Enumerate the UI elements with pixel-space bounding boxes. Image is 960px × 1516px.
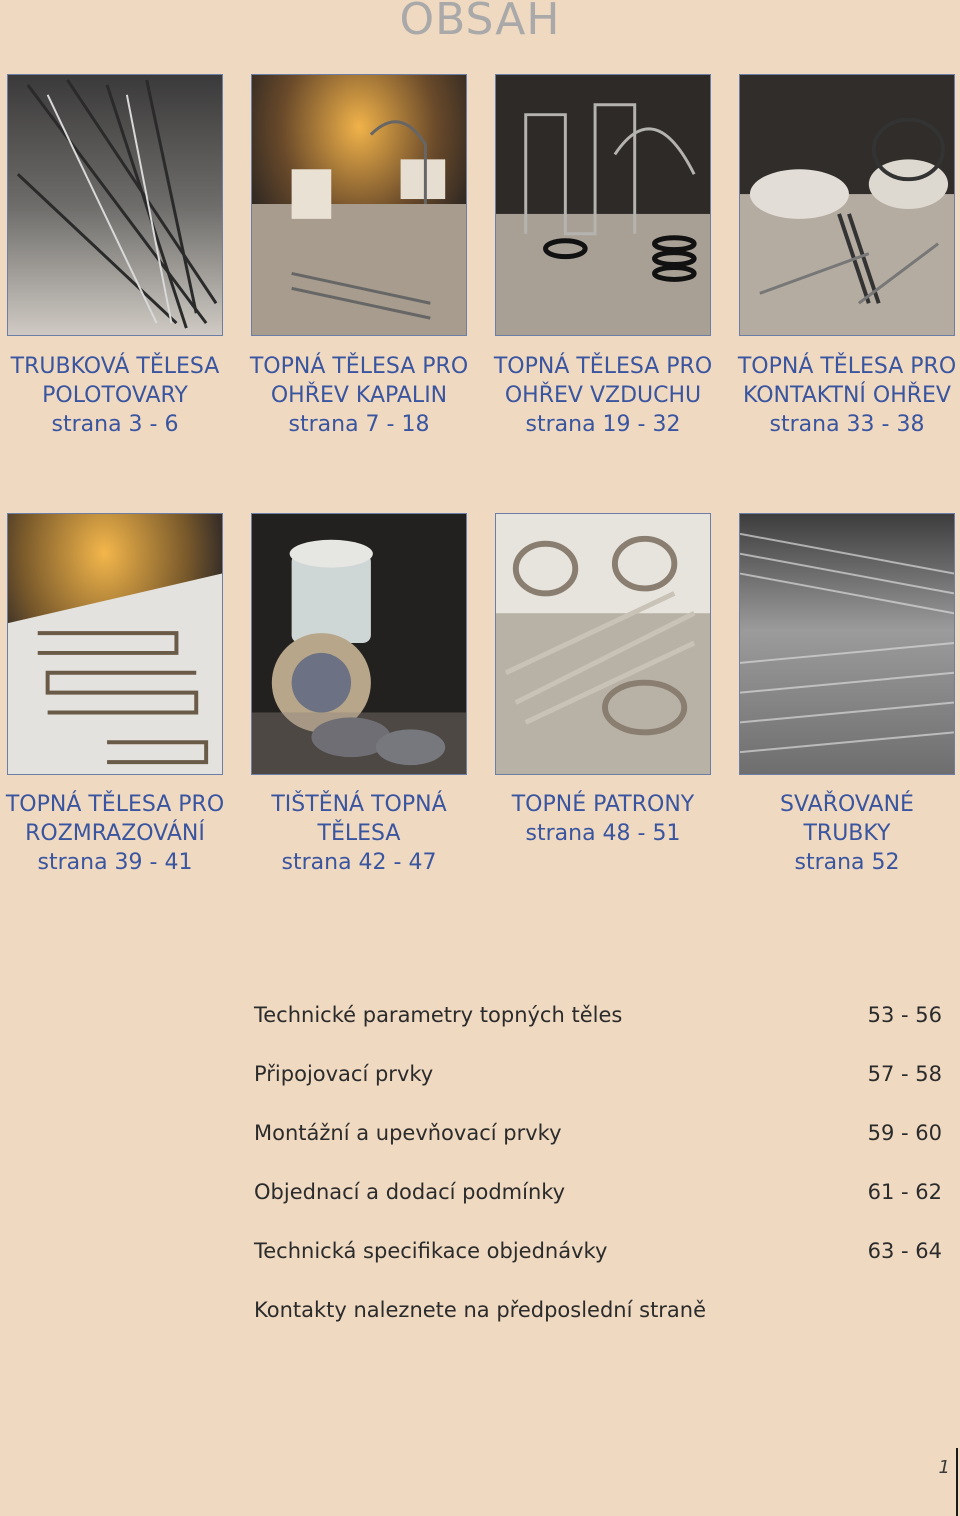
section-caption xyxy=(244,790,474,877)
toc-row xyxy=(254,1059,942,1118)
photo-air-heaters xyxy=(495,74,711,336)
section-caption xyxy=(488,790,718,848)
caption-pages: strana 48 - 51 xyxy=(525,821,681,846)
caption-line: TOPNÉ PATRONY xyxy=(511,792,695,817)
caption-line: SVAŘOVANÉ xyxy=(780,792,914,817)
caption-pages: strana 19 - 32 xyxy=(525,412,681,437)
toc-row xyxy=(254,1000,942,1059)
photo-contact-heaters xyxy=(739,74,955,336)
photo-cartridge-heaters xyxy=(495,513,711,775)
section-caption xyxy=(0,352,230,439)
caption-pages: strana 7 - 18 xyxy=(288,412,430,437)
page-number: 1 xyxy=(938,1457,950,1478)
toc-pages: 57 - 58 xyxy=(867,1062,942,1086)
section-caption xyxy=(244,352,474,439)
toc-list xyxy=(254,1000,942,1325)
toc-row xyxy=(254,1118,942,1177)
caption-line: TRUBKY xyxy=(803,821,891,846)
toc-label: Montážní a upevňovací prvky xyxy=(254,1121,562,1145)
toc-label: Technické parametry topných těles xyxy=(254,1003,623,1027)
caption-line: OHŘEV VZDUCHU xyxy=(504,383,702,408)
section-caption xyxy=(0,790,230,877)
caption-line: ROZMRAZOVÁNÍ xyxy=(25,821,205,846)
photo-defrost-heaters xyxy=(7,513,223,775)
caption-pages: strana 52 xyxy=(794,850,900,875)
caption-line: TOPNÁ TĚLESA PRO xyxy=(249,354,469,379)
caption-line: TOPNÁ TĚLESA PRO xyxy=(493,354,713,379)
photo-tubular-heaters xyxy=(7,74,223,336)
toc-pages: 63 - 64 xyxy=(867,1239,942,1263)
photo-printed-heaters xyxy=(251,513,467,775)
caption-line: TOPNÁ TĚLESA PRO xyxy=(5,792,225,817)
caption-line: POLOTOVARY xyxy=(42,383,188,408)
caption-line: TĚLESA xyxy=(317,821,401,846)
toc-label: Připojovací prvky xyxy=(254,1062,434,1086)
caption-pages: strana 39 - 41 xyxy=(37,850,193,875)
toc-row xyxy=(254,1236,942,1295)
photo-liquid-heaters xyxy=(251,74,467,336)
page-edge-bar xyxy=(956,1448,958,1516)
section-caption xyxy=(732,790,960,877)
photo-welded-tubes xyxy=(739,513,955,775)
toc-label: Objednací a dodací podmínky xyxy=(254,1180,566,1204)
caption-pages: strana 33 - 38 xyxy=(769,412,925,437)
caption-pages: strana 42 - 47 xyxy=(281,850,437,875)
caption-line: KONTAKTNÍ OHŘEV xyxy=(743,383,951,408)
toc-pages: 53 - 56 xyxy=(867,1003,942,1027)
section-caption xyxy=(488,352,718,439)
caption-line: TOPNÁ TĚLESA PRO xyxy=(737,354,957,379)
caption-line: TIŠTĚNÁ TOPNÁ xyxy=(271,792,447,817)
toc-pages: 61 - 62 xyxy=(867,1180,942,1204)
contacts-note: Kontakty naleznete na předposlední straně xyxy=(254,1298,707,1322)
caption-line: TRUBKOVÁ TĚLESA xyxy=(10,354,220,379)
toc-pages: 59 - 60 xyxy=(867,1121,942,1145)
section-caption xyxy=(732,352,960,439)
caption-pages: strana 3 - 6 xyxy=(51,412,179,437)
toc-row xyxy=(254,1177,942,1236)
caption-line: OHŘEV KAPALIN xyxy=(270,383,448,408)
page-title: OBSAH xyxy=(399,0,561,45)
toc-label: Technická specifikace objednávky xyxy=(254,1239,608,1263)
